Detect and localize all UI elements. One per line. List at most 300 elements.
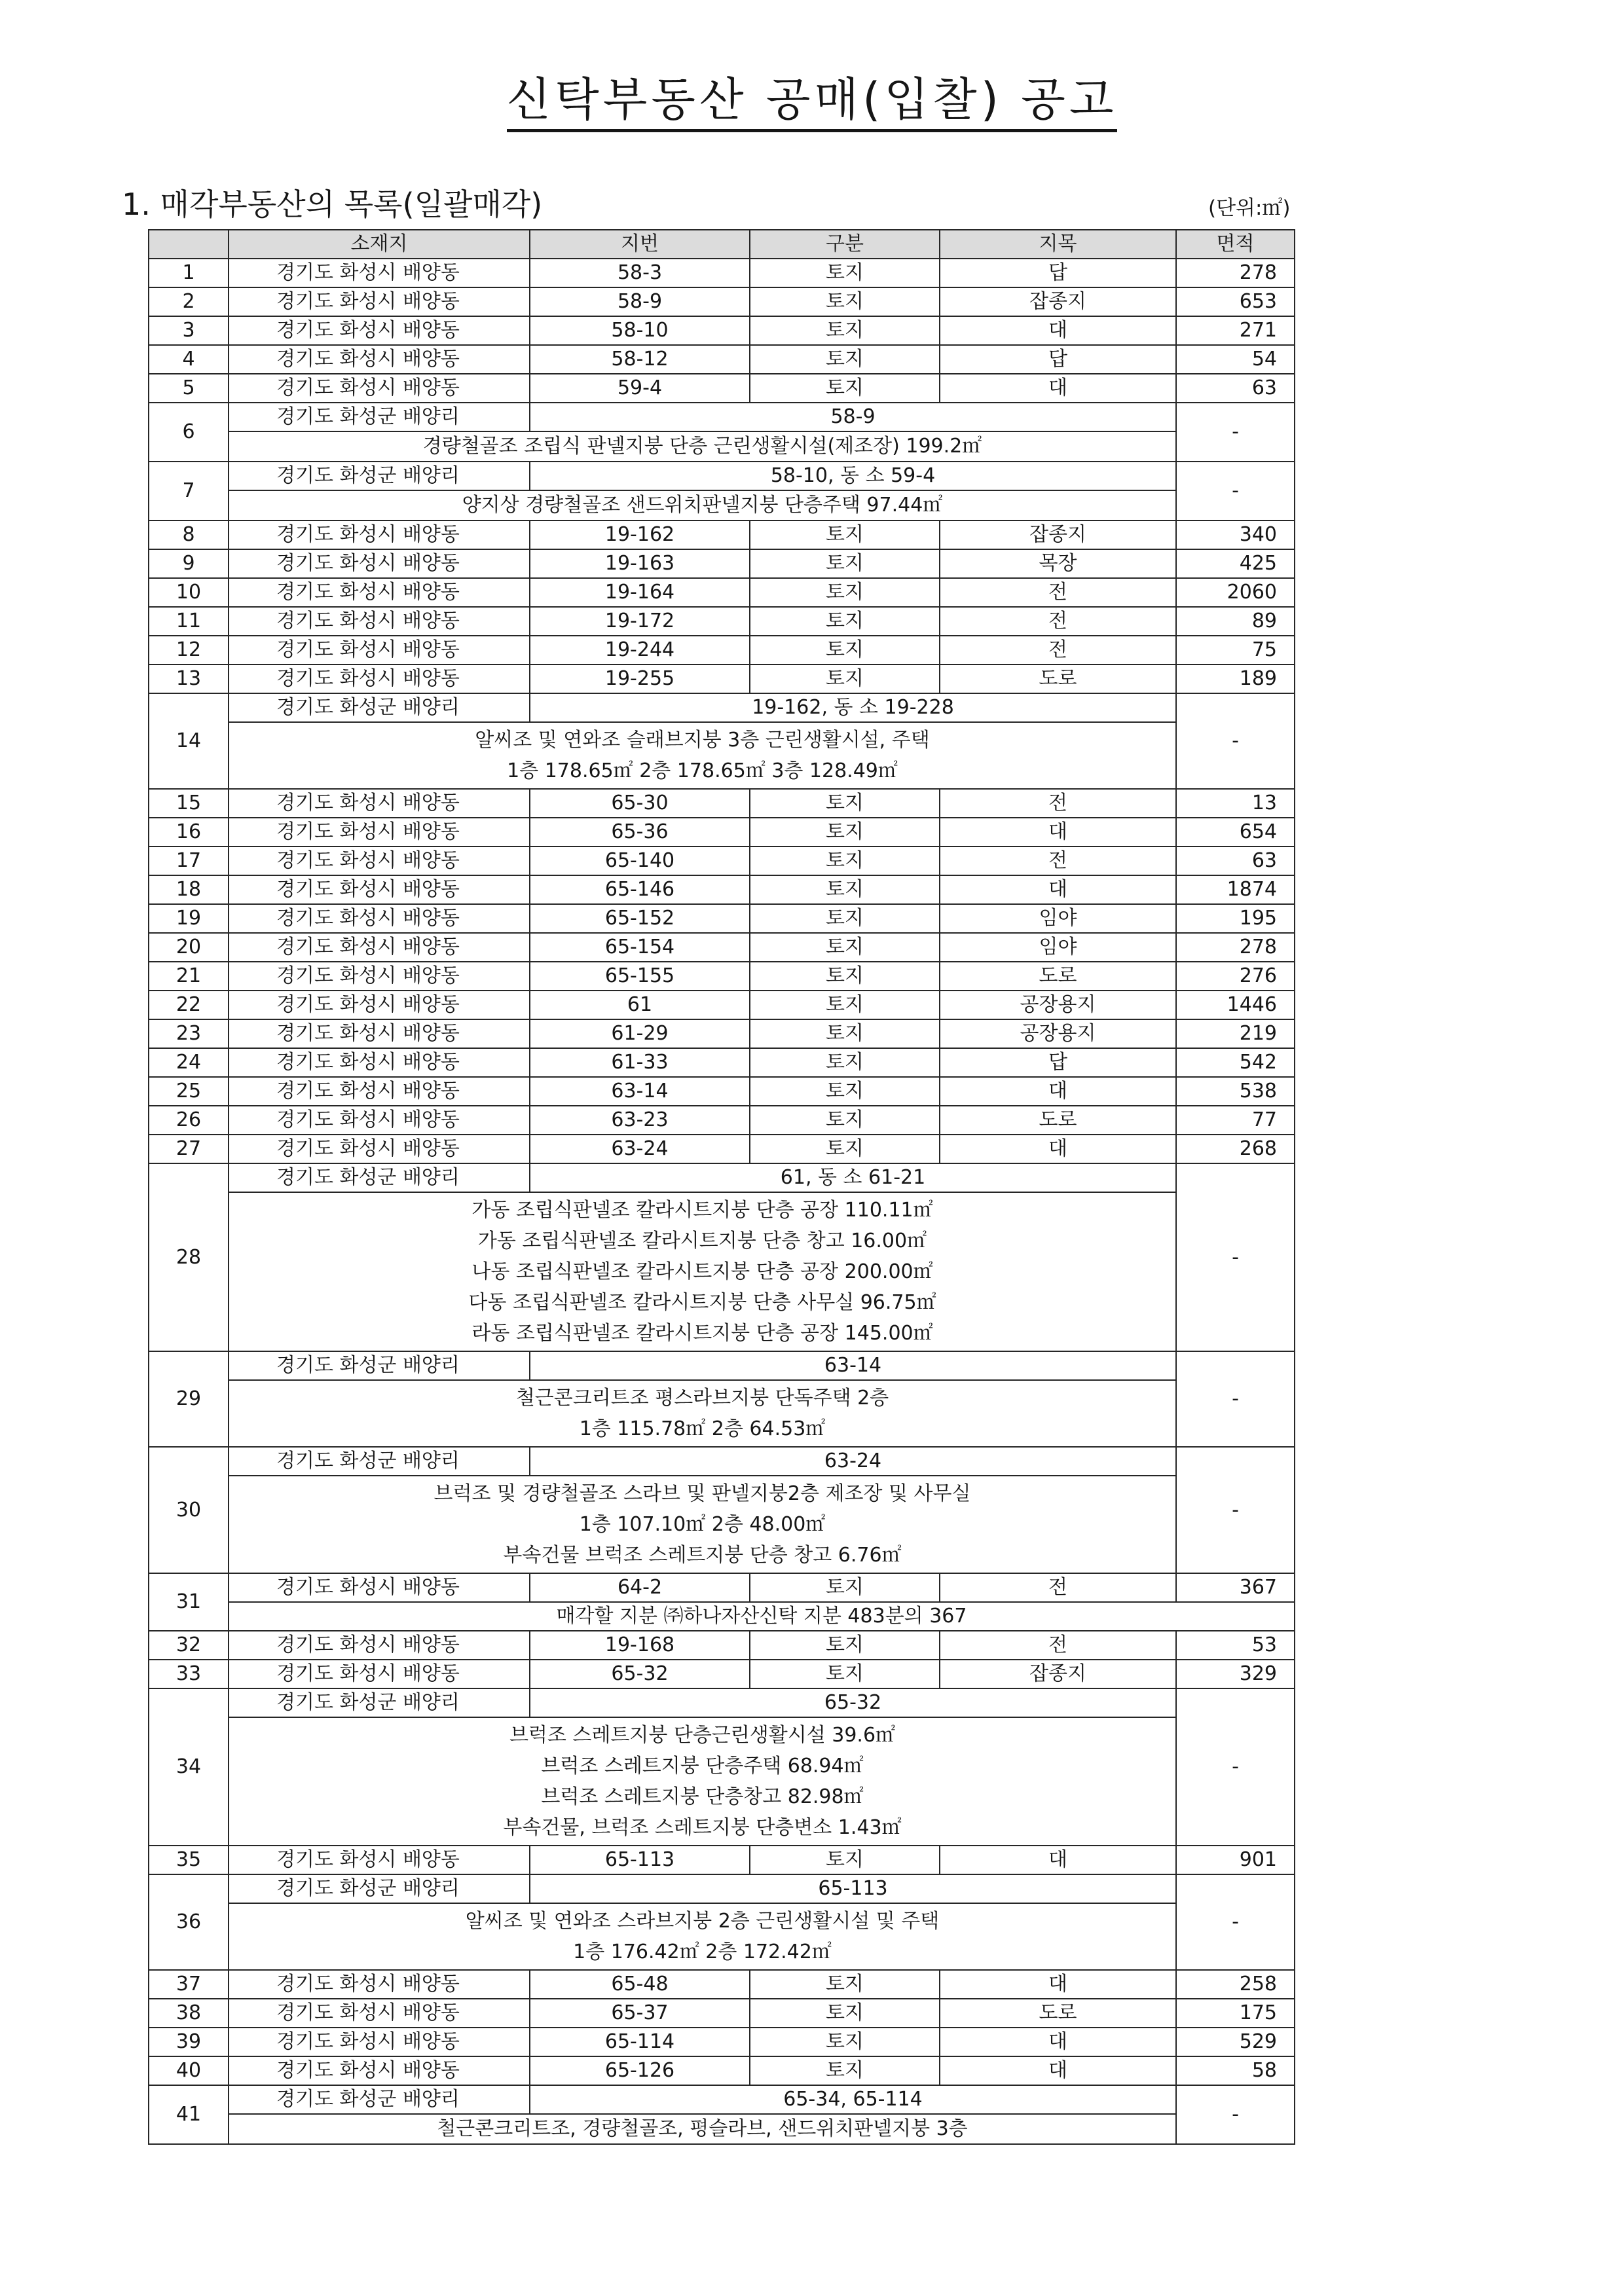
- building-note: [229, 490, 1176, 520]
- area-cell: 278: [1176, 933, 1295, 962]
- lot-cell: 65-32: [530, 1660, 750, 1688]
- table-row: [149, 818, 1295, 847]
- lot-cell: 63-24: [530, 1135, 750, 1163]
- address-cell: 경기도 화성군 배양리: [229, 1447, 530, 1476]
- building-note-line: 경량철골조 조립식 판넬지붕 단층 근린생활시설(제조장) 199.2㎡: [422, 435, 982, 458]
- building-note-line: 1층 176.42㎡ 2층 172.42㎡: [573, 1941, 832, 1963]
- share-note: 매각할 지분 ㈜하나자산신탁 지분 483분의 367: [229, 1602, 1295, 1631]
- kind-cell: 토지: [750, 2028, 940, 2056]
- lot-cell: 19-255: [530, 665, 750, 693]
- kind-cell: 토지: [750, 962, 940, 991]
- row-number: 25: [149, 1077, 229, 1106]
- building-note: [229, 1903, 1176, 1970]
- lot-cell: 61-29: [530, 1019, 750, 1048]
- lot-cell: 64-2: [530, 1573, 750, 1602]
- building-note-line: 알씨조 및 연와조 슬래브지붕 3층 근린생활시설, 주택: [475, 729, 930, 752]
- row-number: 8: [149, 520, 229, 549]
- category-cell: 대: [940, 818, 1176, 847]
- kind-cell: 토지: [750, 875, 940, 904]
- category-cell: 대: [940, 875, 1176, 904]
- unit-label: (단위:㎡): [1208, 196, 1291, 220]
- category-cell: 전: [940, 636, 1176, 665]
- lot-cell: 65-140: [530, 847, 750, 875]
- building-row: [149, 1380, 1295, 1447]
- area-cell: 1874: [1176, 875, 1295, 904]
- address-cell: 경기도 화성시 배양동: [229, 1999, 530, 2028]
- row-number: 4: [149, 345, 229, 374]
- row-number: 14: [149, 693, 229, 789]
- building-note: [229, 1380, 1176, 1447]
- table-row: [149, 578, 1295, 607]
- lot-cell: 63-14: [530, 1077, 750, 1106]
- address-cell: 경기도 화성군 배양리: [229, 1874, 530, 1903]
- header-lot: 지번: [530, 230, 750, 259]
- lot-cell: 65-36: [530, 818, 750, 847]
- row-number: 36: [149, 1874, 229, 1970]
- row-number: 19: [149, 904, 229, 933]
- lot-cell: 19-164: [530, 578, 750, 607]
- table-row: [149, 1874, 1295, 1903]
- address-cell: 경기도 화성시 배양동: [229, 789, 530, 818]
- area-cell: -: [1176, 1163, 1295, 1351]
- building-row: [149, 722, 1295, 789]
- address-cell: 경기도 화성시 배양동: [229, 1631, 530, 1660]
- address-cell: 경기도 화성시 배양동: [229, 287, 530, 316]
- row-number: 1: [149, 259, 229, 287]
- address-cell: 경기도 화성시 배양동: [229, 578, 530, 607]
- area-cell: 75: [1176, 636, 1295, 665]
- category-cell: 대: [940, 2056, 1176, 2085]
- category-cell: 도로: [940, 1106, 1176, 1135]
- kind-cell: 토지: [750, 520, 940, 549]
- building-note-line: 1층 107.10㎡ 2층 48.00㎡: [579, 1513, 826, 1536]
- table-row: [149, 520, 1295, 549]
- area-cell: 538: [1176, 1077, 1295, 1106]
- building-note-line: 브럭조 스레트지붕 단층근린생활시설 39.6㎡: [509, 1724, 896, 1747]
- row-number: 12: [149, 636, 229, 665]
- row-number: 17: [149, 847, 229, 875]
- kind-cell: 토지: [750, 2056, 940, 2085]
- row-number: 22: [149, 991, 229, 1019]
- area-cell: 219: [1176, 1019, 1295, 1048]
- header-category: 지목: [940, 230, 1176, 259]
- lot-cell: 19-172: [530, 607, 750, 636]
- row-number: 34: [149, 1688, 229, 1846]
- address-cell: 경기도 화성군 배양리: [229, 2085, 530, 2114]
- header-kind: 구분: [750, 230, 940, 259]
- area-cell: -: [1176, 2085, 1295, 2144]
- area-cell: 175: [1176, 1999, 1295, 2028]
- lot-cell: 65-113: [530, 1846, 750, 1874]
- row-number: 27: [149, 1135, 229, 1163]
- table-row: [149, 1447, 1295, 1476]
- table-body: [149, 259, 1295, 2144]
- kind-cell: 토지: [750, 1573, 940, 1602]
- category-cell: 답: [940, 1048, 1176, 1077]
- building-note-line: 가동 조립식판넬조 칼라시트지붕 단층 공장 110.11㎡: [471, 1199, 933, 1222]
- building-note-line: 다동 조립식판넬조 칼라시트지붕 단층 사무실 96.75㎡: [468, 1291, 936, 1314]
- category-cell: 잡종지: [940, 287, 1176, 316]
- kind-cell: 토지: [750, 1077, 940, 1106]
- table-row: [149, 847, 1295, 875]
- row-number: 23: [149, 1019, 229, 1048]
- lot-cell: 58-9: [530, 403, 1176, 431]
- building-note-line: 부속건물 브럭조 스레트지붕 단층 창고 6.76㎡: [503, 1544, 902, 1567]
- area-cell: 367: [1176, 1573, 1295, 1602]
- area-cell: -: [1176, 1874, 1295, 1970]
- kind-cell: 토지: [750, 1631, 940, 1660]
- table-row: [149, 287, 1295, 316]
- row-number: 21: [149, 962, 229, 991]
- kind-cell: 토지: [750, 1970, 940, 1999]
- row-number: 37: [149, 1970, 229, 1999]
- lot-cell: 19-162: [530, 520, 750, 549]
- row-number: 7: [149, 462, 229, 520]
- area-cell: 653: [1176, 287, 1295, 316]
- table-row: [149, 1999, 1295, 2028]
- kind-cell: 토지: [750, 1019, 940, 1048]
- kind-cell: 토지: [750, 789, 940, 818]
- row-number: 32: [149, 1631, 229, 1660]
- area-cell: 258: [1176, 1970, 1295, 1999]
- area-cell: 542: [1176, 1048, 1295, 1077]
- kind-cell: 토지: [750, 287, 940, 316]
- kind-cell: 토지: [750, 316, 940, 345]
- table-row: [149, 1077, 1295, 1106]
- table-row: [149, 1846, 1295, 1874]
- kind-cell: 토지: [750, 1846, 940, 1874]
- area-cell: -: [1176, 1688, 1295, 1846]
- table-row: [149, 1688, 1295, 1717]
- table-row: [149, 789, 1295, 818]
- kind-cell: 토지: [750, 847, 940, 875]
- kind-cell: 토지: [750, 259, 940, 287]
- category-cell: 잡종지: [940, 1660, 1176, 1688]
- row-number: 11: [149, 607, 229, 636]
- table-row: [149, 1163, 1295, 1192]
- building-note: [229, 1476, 1176, 1573]
- address-cell: 경기도 화성시 배양동: [229, 847, 530, 875]
- lot-cell: 58-10: [530, 316, 750, 345]
- category-cell: 공장용지: [940, 991, 1176, 1019]
- address-cell: 경기도 화성시 배양동: [229, 374, 530, 403]
- lot-cell: 19-162, 동 소 19-228: [530, 693, 1176, 722]
- kind-cell: 토지: [750, 904, 940, 933]
- area-cell: 276: [1176, 962, 1295, 991]
- lot-cell: 65-30: [530, 789, 750, 818]
- building-note-line: 브럭조 스레트지붕 단층주택 68.94㎡: [541, 1755, 864, 1777]
- address-cell: 경기도 화성시 배양동: [229, 933, 530, 962]
- lot-cell: 61, 동 소 61-21: [530, 1163, 1176, 1192]
- table-row: [149, 636, 1295, 665]
- row-number: 5: [149, 374, 229, 403]
- kind-cell: 토지: [750, 665, 940, 693]
- table-row: [149, 345, 1295, 374]
- row-number: 31: [149, 1573, 229, 1631]
- header-row: [149, 230, 1295, 259]
- address-cell: 경기도 화성시 배양동: [229, 1970, 530, 1999]
- area-cell: 77: [1176, 1106, 1295, 1135]
- row-number: 15: [149, 789, 229, 818]
- lot-cell: 63-14: [530, 1351, 1176, 1380]
- row-number: 13: [149, 665, 229, 693]
- lot-cell: 65-48: [530, 1970, 750, 1999]
- title-text: 신탁부동산 공매(입찰) 공고: [507, 73, 1118, 132]
- area-cell: 268: [1176, 1135, 1295, 1163]
- category-cell: 도로: [940, 962, 1176, 991]
- address-cell: 경기도 화성시 배양동: [229, 1660, 530, 1688]
- table-row: [149, 1048, 1295, 1077]
- kind-cell: 토지: [750, 1048, 940, 1077]
- building-row: [149, 1476, 1295, 1573]
- row-number: 9: [149, 549, 229, 578]
- category-cell: 대: [940, 1846, 1176, 1874]
- kind-cell: 토지: [750, 607, 940, 636]
- area-cell: 271: [1176, 316, 1295, 345]
- table-row: [149, 1970, 1295, 1999]
- lot-cell: 65-155: [530, 962, 750, 991]
- category-cell: 대: [940, 316, 1176, 345]
- building-note: [229, 2114, 1176, 2144]
- address-cell: 경기도 화성시 배양동: [229, 636, 530, 665]
- header-area: 면적: [1176, 230, 1295, 259]
- lot-cell: 63-23: [530, 1106, 750, 1135]
- kind-cell: 토지: [750, 818, 940, 847]
- row-number: 38: [149, 1999, 229, 2028]
- lot-cell: 59-4: [530, 374, 750, 403]
- address-cell: 경기도 화성시 배양동: [229, 1846, 530, 1874]
- lot-cell: 58-12: [530, 345, 750, 374]
- building-row: [149, 490, 1295, 520]
- building-row: [149, 431, 1295, 462]
- lot-cell: 19-244: [530, 636, 750, 665]
- lot-cell: 58-3: [530, 259, 750, 287]
- address-cell: 경기도 화성군 배양리: [229, 1688, 530, 1717]
- table-row: [149, 665, 1295, 693]
- header-address: 소재지: [229, 230, 530, 259]
- lot-cell: 65-32: [530, 1688, 1176, 1717]
- address-cell: 경기도 화성시 배양동: [229, 1573, 530, 1602]
- row-number: 40: [149, 2056, 229, 2085]
- building-row: [149, 1903, 1295, 1970]
- page-title: [0, 63, 1624, 129]
- address-cell: 경기도 화성시 배양동: [229, 1106, 530, 1135]
- building-note-line: 부속건물, 브럭조 스레트지붕 단층변소 1.43㎡: [503, 1816, 902, 1839]
- address-cell: 경기도 화성군 배양리: [229, 1351, 530, 1380]
- lot-cell: 65-154: [530, 933, 750, 962]
- area-cell: 189: [1176, 665, 1295, 693]
- area-cell: 58: [1176, 2056, 1295, 2085]
- property-table: [148, 229, 1295, 2145]
- area-cell: -: [1176, 1351, 1295, 1447]
- building-row: [149, 1717, 1295, 1846]
- table-row: [149, 403, 1295, 431]
- address-cell: 경기도 화성시 배양동: [229, 607, 530, 636]
- area-cell: 89: [1176, 607, 1295, 636]
- address-cell: 경기도 화성시 배양동: [229, 962, 530, 991]
- table-row: [149, 1019, 1295, 1048]
- row-number: 35: [149, 1846, 229, 1874]
- table-row: [149, 962, 1295, 991]
- table-row: [149, 933, 1295, 962]
- address-cell: 경기도 화성시 배양동: [229, 520, 530, 549]
- area-cell: 53: [1176, 1631, 1295, 1660]
- row-number: 6: [149, 403, 229, 462]
- address-cell: 경기도 화성군 배양리: [229, 693, 530, 722]
- lot-cell: 19-163: [530, 549, 750, 578]
- category-cell: 전: [940, 1573, 1176, 1602]
- row-number: 2: [149, 287, 229, 316]
- building-note-line: 알씨조 및 연와조 스라브지붕 2층 근린생활시설 및 주택: [465, 1910, 940, 1933]
- category-cell: 도로: [940, 1999, 1176, 2028]
- kind-cell: 토지: [750, 933, 940, 962]
- address-cell: 경기도 화성시 배양동: [229, 904, 530, 933]
- category-cell: 전: [940, 847, 1176, 875]
- area-cell: 13: [1176, 789, 1295, 818]
- address-cell: 경기도 화성시 배양동: [229, 259, 530, 287]
- table-row: [149, 1351, 1295, 1380]
- area-cell: -: [1176, 403, 1295, 462]
- address-cell: 경기도 화성시 배양동: [229, 875, 530, 904]
- row-number: 10: [149, 578, 229, 607]
- building-note-line: 라동 조립식판넬조 칼라시트지붕 단층 공장 145.00㎡: [471, 1322, 933, 1345]
- category-cell: 잡종지: [940, 520, 1176, 549]
- lot-cell: 63-24: [530, 1447, 1176, 1476]
- building-note: [229, 431, 1176, 462]
- building-note-line: 1층 178.65㎡ 2층 178.65㎡ 3층 128.49㎡: [507, 759, 898, 782]
- row-number: 29: [149, 1351, 229, 1447]
- row-number: 33: [149, 1660, 229, 1688]
- kind-cell: 토지: [750, 578, 940, 607]
- category-cell: 전: [940, 1631, 1176, 1660]
- kind-cell: 토지: [750, 345, 940, 374]
- area-cell: 278: [1176, 259, 1295, 287]
- kind-cell: 토지: [750, 1106, 940, 1135]
- table-row: [149, 991, 1295, 1019]
- category-cell: 대: [940, 1077, 1176, 1106]
- area-cell: 529: [1176, 2028, 1295, 2056]
- table-row: [149, 1631, 1295, 1660]
- section-heading: 1. 매각부동산의 목록(일괄매각): [122, 187, 543, 222]
- area-cell: -: [1176, 1447, 1295, 1573]
- area-cell: 54: [1176, 345, 1295, 374]
- table-row: [149, 2056, 1295, 2085]
- row-number: 18: [149, 875, 229, 904]
- table-row: [149, 607, 1295, 636]
- table-row: [149, 374, 1295, 403]
- area-cell: -: [1176, 693, 1295, 789]
- row-number: 26: [149, 1106, 229, 1135]
- table-row: [149, 1135, 1295, 1163]
- area-cell: -: [1176, 462, 1295, 520]
- area-cell: 63: [1176, 847, 1295, 875]
- building-note-line: 1층 115.78㎡ 2층 64.53㎡: [579, 1417, 826, 1440]
- category-cell: 대: [940, 1970, 1176, 1999]
- area-cell: 654: [1176, 818, 1295, 847]
- building-note: [229, 1192, 1176, 1351]
- address-cell: 경기도 화성시 배양동: [229, 818, 530, 847]
- lot-cell: 19-168: [530, 1631, 750, 1660]
- lot-cell: 65-37: [530, 1999, 750, 2028]
- kind-cell: 토지: [750, 1999, 940, 2028]
- row-number: 24: [149, 1048, 229, 1077]
- table-row: [149, 2028, 1295, 2056]
- category-cell: 공장용지: [940, 1019, 1176, 1048]
- category-cell: 대: [940, 374, 1176, 403]
- table-row: [149, 2085, 1295, 2114]
- building-row: [149, 1192, 1295, 1351]
- address-cell: 경기도 화성군 배양리: [229, 403, 530, 431]
- address-cell: 경기도 화성시 배양동: [229, 1135, 530, 1163]
- building-note-line: 브럭조 및 경량철골조 스라브 및 판넬지붕2층 제조장 및 사무실: [434, 1482, 971, 1505]
- category-cell: 도로: [940, 665, 1176, 693]
- lot-cell: 61: [530, 991, 750, 1019]
- table-row: [149, 549, 1295, 578]
- category-cell: 전: [940, 789, 1176, 818]
- table-row: [149, 1573, 1295, 1602]
- row-number: 16: [149, 818, 229, 847]
- row-number: 20: [149, 933, 229, 962]
- row-number: 30: [149, 1447, 229, 1573]
- category-cell: 대: [940, 2028, 1176, 2056]
- kind-cell: 토지: [750, 1660, 940, 1688]
- address-cell: 경기도 화성시 배양동: [229, 665, 530, 693]
- building-note-line: 철근콘크리트조 평스라브지붕 단독주택 2층: [515, 1387, 889, 1410]
- row-number: 41: [149, 2085, 229, 2144]
- lot-cell: 58-9: [530, 287, 750, 316]
- area-cell: 901: [1176, 1846, 1295, 1874]
- area-cell: 329: [1176, 1660, 1295, 1688]
- table-row: [149, 316, 1295, 345]
- category-cell: 임야: [940, 933, 1176, 962]
- building-row: [149, 2114, 1295, 2144]
- address-cell: 경기도 화성시 배양동: [229, 316, 530, 345]
- category-cell: 대: [940, 1135, 1176, 1163]
- address-cell: 경기도 화성시 배양동: [229, 2056, 530, 2085]
- row-number: 28: [149, 1163, 229, 1351]
- area-cell: 195: [1176, 904, 1295, 933]
- lot-cell: 65-34, 65-114: [530, 2085, 1176, 2114]
- building-note: [229, 1717, 1176, 1846]
- header-no: [149, 230, 229, 259]
- table-row: [149, 875, 1295, 904]
- row-number: 39: [149, 2028, 229, 2056]
- category-cell: 전: [940, 578, 1176, 607]
- share-row: [149, 1602, 1295, 1631]
- row-number: 3: [149, 316, 229, 345]
- area-cell: 425: [1176, 549, 1295, 578]
- table-row: [149, 259, 1295, 287]
- building-note-line: 가동 조립식판넬조 칼라시트지붕 단층 창고 16.00㎡: [477, 1230, 927, 1252]
- category-cell: 답: [940, 345, 1176, 374]
- building-note-line: 철근콘크리트조, 경량철골조, 평슬라브, 샌드위치판넬지붕 3층: [437, 2117, 968, 2140]
- table-row: [149, 1106, 1295, 1135]
- category-cell: 답: [940, 259, 1176, 287]
- lot-cell: 65-114: [530, 2028, 750, 2056]
- building-note-line: 양지상 경량철골조 샌드위치판넬지붕 단층주택 97.44㎡: [462, 494, 943, 517]
- area-cell: 2060: [1176, 578, 1295, 607]
- address-cell: 경기도 화성시 배양동: [229, 345, 530, 374]
- kind-cell: 토지: [750, 1135, 940, 1163]
- lot-cell: 65-126: [530, 2056, 750, 2085]
- building-note-line: 브럭조 스레트지붕 단층창고 82.98㎡: [541, 1785, 864, 1808]
- lot-cell: 65-146: [530, 875, 750, 904]
- kind-cell: 토지: [750, 991, 940, 1019]
- lot-cell: 65-152: [530, 904, 750, 933]
- kind-cell: 토지: [750, 374, 940, 403]
- address-cell: 경기도 화성시 배양동: [229, 2028, 530, 2056]
- address-cell: 경기도 화성시 배양동: [229, 1048, 530, 1077]
